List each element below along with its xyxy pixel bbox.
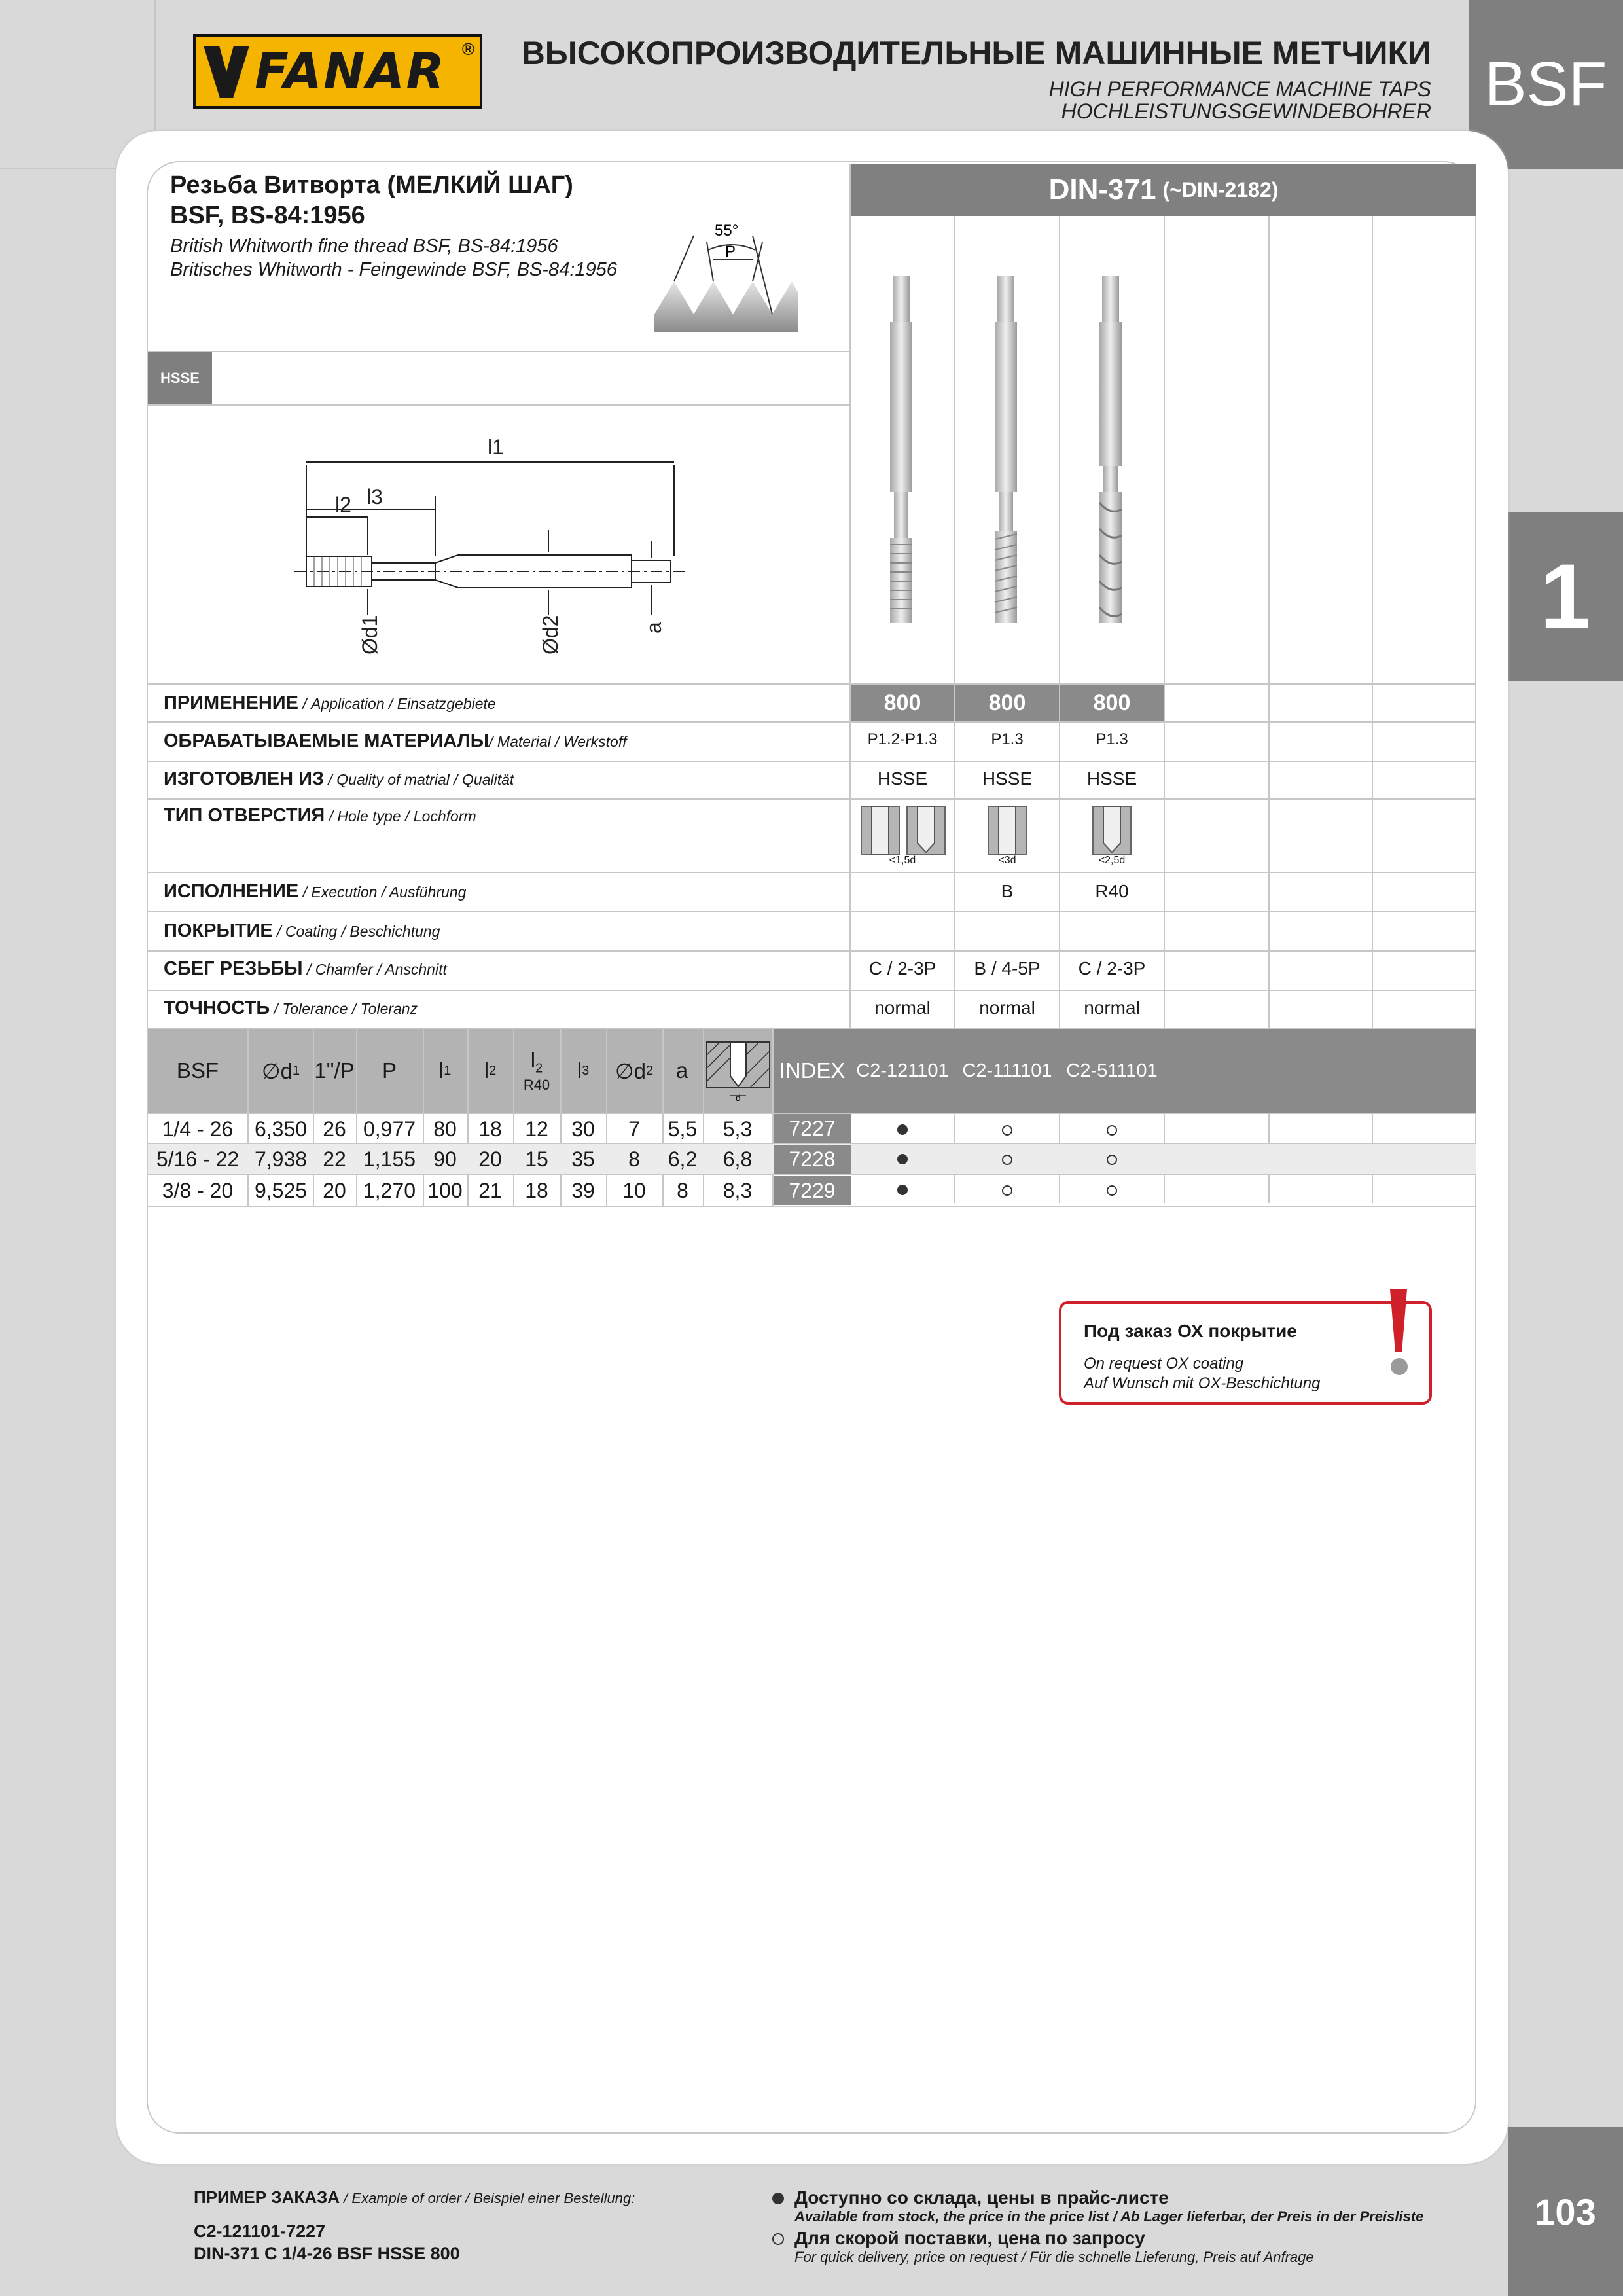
brand-logo bbox=[193, 34, 482, 109]
cell-d2: 7 bbox=[628, 1117, 640, 1141]
cell-tpi: 22 bbox=[323, 1147, 346, 1171]
cell-d2: 8 bbox=[628, 1147, 640, 1171]
in-stock-dot-icon bbox=[897, 1185, 908, 1195]
thread-angle-label: 55° bbox=[715, 222, 739, 240]
cell-a: 6,2 bbox=[668, 1147, 698, 1171]
cell-d1: 9,525 bbox=[254, 1178, 308, 1202]
through-hole-icon bbox=[987, 804, 1027, 857]
section-tab[interactable]: 1 bbox=[1508, 512, 1623, 681]
thread-subtitle-en: British Whitworth fine thread BSF, BS-84:1956 bbox=[170, 236, 558, 257]
legend-request: Для скорой поставки, цена по запросу bbox=[794, 2228, 1145, 2248]
property-label-material: ОБРАБАТЫВАЕМЫЕ МАТЕРИАЛЫ/ Material / Werkstoff bbox=[164, 730, 627, 751]
hole-depth-value: <3d bbox=[998, 855, 1016, 866]
thread-type-tab[interactable]: BSF bbox=[1469, 0, 1623, 169]
cell-drill: 6,8 bbox=[722, 1147, 753, 1171]
cell-index[interactable]: 7229 bbox=[774, 1176, 851, 1205]
cell-d2: 10 bbox=[622, 1178, 646, 1202]
cell-l2-r40: 12 bbox=[525, 1117, 548, 1141]
cell-tpi: 20 bbox=[323, 1178, 346, 1202]
brand-name: FANAR bbox=[255, 42, 446, 100]
thread-code: BSF, BS-84:1956 bbox=[170, 202, 365, 229]
material-value: P1.2-P1.3 bbox=[867, 730, 938, 748]
tap-image-spiral-point bbox=[983, 274, 1029, 627]
in-stock-dot-icon bbox=[897, 1154, 908, 1164]
tap-dimension-drawing bbox=[275, 425, 700, 668]
legend-request-alt: For quick delivery, price on request / Für die schnelle Lieferung, Preis auf Anfrage bbox=[794, 2249, 1314, 2265]
hole-depth-value: <1,5d bbox=[889, 855, 916, 866]
cell-d1: 7,938 bbox=[254, 1147, 308, 1171]
col-tpi: 1"/P bbox=[314, 1058, 355, 1083]
property-label-tolerance: ТОЧНОСТЬ / Tolerance / Toleranz bbox=[164, 997, 418, 1018]
page-title-en: HIGH PERFORMANCE MACHINE TAPS bbox=[1048, 77, 1431, 101]
cell-d1: 6,350 bbox=[254, 1117, 308, 1141]
cell-l2-r40: 18 bbox=[525, 1178, 548, 1202]
logo-v-icon bbox=[204, 46, 249, 98]
on-request-dot-icon bbox=[1002, 1185, 1012, 1196]
on-request-dot-icon bbox=[1107, 1125, 1117, 1136]
tolerance-value: normal bbox=[874, 997, 931, 1018]
blind-hole-icon bbox=[1092, 804, 1132, 857]
note-de: Auf Wunsch mit OX-Beschichtung bbox=[1084, 1374, 1321, 1392]
col-product-code: C2-121101 bbox=[856, 1060, 949, 1081]
cell-size: 5/16 - 22 bbox=[156, 1147, 240, 1171]
on-request-dot-icon bbox=[772, 2233, 784, 2245]
order-example-desc: DIN-371 C 1/4-26 BSF HSSE 800 bbox=[194, 2244, 460, 2263]
hole-depth-value: <2,5d bbox=[1098, 855, 1126, 866]
cell-l2: 20 bbox=[478, 1147, 502, 1171]
cell-drill: 8,3 bbox=[722, 1178, 753, 1202]
execution-value: R40 bbox=[1095, 881, 1129, 901]
col-bsf: BSF bbox=[176, 1058, 219, 1083]
page-title-ru: ВЫСОКОПРОИЗВОДИТЕЛЬНЫЕ МАШИННЫЕ МЕТЧИКИ bbox=[521, 35, 1431, 71]
property-label-application: ПРИМЕНЕНИЕ / Application / Einsatzgebiete bbox=[164, 692, 496, 713]
cell-l3: 35 bbox=[571, 1147, 595, 1171]
col-l2-r40: $l_2$ R40 bbox=[523, 1048, 550, 1093]
on-request-dot-icon bbox=[1107, 1155, 1117, 1165]
chamfer-value: C / 2-3P bbox=[868, 958, 936, 978]
tolerance-value: normal bbox=[1084, 997, 1140, 1018]
col-d1: ∅d 1 bbox=[261, 1058, 300, 1083]
legend-stock: Доступно со склада, цены в прайс-листе bbox=[794, 2187, 1169, 2208]
property-label-execution: ИСПОЛНЕНИЕ / Execution / Ausführung bbox=[164, 881, 467, 902]
chamfer-value: B / 4-5P bbox=[974, 958, 1041, 978]
page-guide bbox=[154, 0, 156, 131]
dim-l1-label: l1 bbox=[488, 435, 504, 459]
property-label-coating: ПОКРЫТИЕ / Coating / Beschichtung bbox=[164, 920, 440, 941]
standard-header bbox=[851, 164, 1476, 216]
dim-a-label: a bbox=[642, 622, 666, 634]
thread-pitch-label: P bbox=[725, 243, 736, 260]
col-pitch: P bbox=[382, 1058, 397, 1083]
cell-l1: 90 bbox=[433, 1147, 457, 1171]
in-stock-dot-icon bbox=[772, 2193, 784, 2204]
through-hole-icon bbox=[860, 804, 946, 857]
page-guide bbox=[0, 168, 118, 169]
legend-stock-alt: Available from stock, the price in the price list / Ab Lager lieferbar, der Preis in der Preisliste bbox=[794, 2208, 1424, 2225]
cell-l3: 39 bbox=[571, 1178, 595, 1202]
on-request-dot-icon bbox=[1002, 1125, 1012, 1136]
cell-index[interactable]: 7227 bbox=[774, 1114, 851, 1143]
note-title: Под заказ ОХ покрытие bbox=[1084, 1321, 1297, 1341]
col-index: INDEX bbox=[779, 1058, 846, 1083]
thread-subtitle-de: Britisches Whitworth - Feingewinde BSF, BS-84:1956 bbox=[170, 259, 617, 280]
application-code: 800 bbox=[851, 685, 954, 721]
tap-image-spiral-flute bbox=[1088, 274, 1133, 627]
property-label-chamfer: СБЕГ РЕЗЬБЫ / Chamfer / Anschnitt bbox=[164, 958, 447, 979]
cell-index[interactable]: 7228 bbox=[774, 1145, 851, 1174]
standard-alt: (~DIN-2182) bbox=[1162, 177, 1279, 202]
page-title-de: HOCHLEISTUNGSGEWINDEBOHRER bbox=[1061, 99, 1431, 123]
cell-l2: 18 bbox=[478, 1117, 502, 1141]
dim-l3-label: l3 bbox=[366, 485, 383, 509]
cell-l1: 80 bbox=[433, 1117, 457, 1141]
cell-l2-r40: 15 bbox=[525, 1147, 548, 1171]
standard-main: DIN-371 bbox=[1048, 173, 1156, 206]
note-en: On request OX coating bbox=[1084, 1355, 1244, 1372]
tap-image-straight bbox=[878, 274, 924, 627]
col-a: a bbox=[675, 1058, 688, 1083]
cell-l1: 100 bbox=[427, 1178, 463, 1202]
dim-d2-label: Ød2 bbox=[539, 615, 562, 655]
cell-l2: 21 bbox=[478, 1178, 502, 1202]
col-product-code: C2-111101 bbox=[962, 1060, 1052, 1081]
cell-tpi: 26 bbox=[323, 1117, 346, 1141]
on-request-dot-icon bbox=[1107, 1185, 1117, 1196]
ox-coating-note bbox=[1059, 1301, 1432, 1405]
col-l1: l 1 bbox=[438, 1058, 452, 1083]
property-label-hole-type: ТИП ОТВЕРСТИЯ / Hole type / Lochform bbox=[164, 805, 476, 826]
dim-l2-label: l2 bbox=[335, 493, 351, 516]
cell-pitch: 0,977 bbox=[363, 1117, 416, 1141]
material-value: P1.3 bbox=[1096, 730, 1128, 748]
quality-value: HSSE bbox=[1086, 768, 1137, 789]
application-code: 800 bbox=[955, 685, 1059, 721]
execution-value: B bbox=[1001, 881, 1014, 901]
thread-profile-icon bbox=[654, 216, 798, 334]
col-d2: ∅d 2 bbox=[615, 1058, 654, 1083]
col-l2: l 2 bbox=[484, 1058, 497, 1083]
cell-size: 1/4 - 26 bbox=[162, 1117, 234, 1141]
quality-value: HSSE bbox=[982, 768, 1033, 789]
page-number: 103 bbox=[1508, 2127, 1623, 2296]
cell-l3: 30 bbox=[571, 1117, 595, 1141]
property-label-quality: ИЗГОТОВЛЕН ИЗ / Quality of matrial / Qualität bbox=[164, 768, 514, 789]
quality-value: HSSE bbox=[877, 768, 928, 789]
thread-title: Резьба Витворта (МЕЛКИЙ ШАГ) bbox=[170, 171, 573, 199]
cell-pitch: 1,155 bbox=[363, 1147, 416, 1171]
cell-drill: 5,3 bbox=[722, 1117, 753, 1141]
application-code: 800 bbox=[1060, 685, 1164, 721]
cell-a: 8 bbox=[677, 1178, 688, 1202]
exclamation-icon bbox=[1386, 1289, 1410, 1388]
material-value: P1.3 bbox=[991, 730, 1024, 748]
col-l3: l 3 bbox=[577, 1058, 590, 1083]
cell-a: 5,5 bbox=[668, 1117, 698, 1141]
order-example-label: ПРИМЕР ЗАКАЗА / Example of order / Beispiel einer Bestellung: bbox=[194, 2187, 635, 2207]
chamfer-value: C / 2-3P bbox=[1078, 958, 1146, 978]
cell-pitch: 1,270 bbox=[363, 1178, 416, 1202]
dim-d1-label: Ød1 bbox=[358, 615, 382, 655]
svg-text:d: d bbox=[736, 1092, 741, 1103]
tolerance-value: normal bbox=[979, 997, 1035, 1018]
drill-diameter-icon bbox=[704, 1035, 772, 1103]
order-example-code: C2-121101-7227 bbox=[194, 2221, 326, 2241]
material-badge: HSSE bbox=[148, 352, 212, 404]
col-product-code: C2-511101 bbox=[1066, 1060, 1158, 1081]
registered-icon: ® bbox=[461, 39, 474, 59]
in-stock-dot-icon bbox=[897, 1124, 908, 1135]
on-request-dot-icon bbox=[1002, 1155, 1012, 1165]
cell-size: 3/8 - 20 bbox=[162, 1178, 234, 1202]
